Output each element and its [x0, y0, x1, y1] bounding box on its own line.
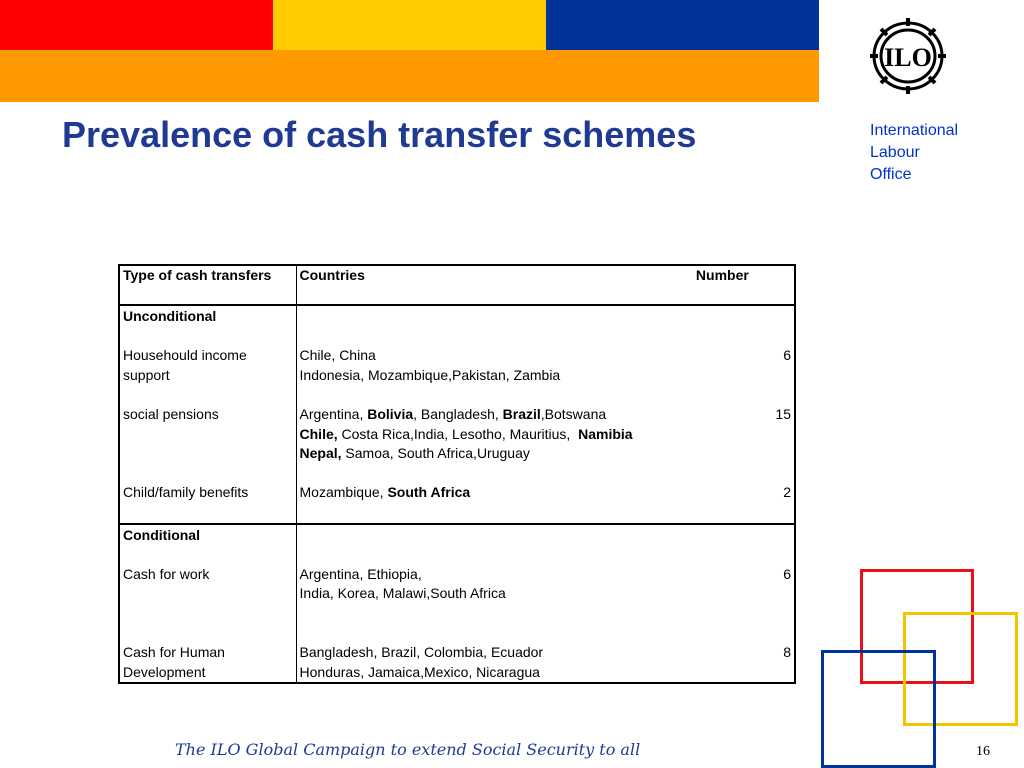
org-name-line-1: International	[870, 122, 959, 139]
section-heading: Conditional	[123, 526, 200, 543]
footer-campaign-text: The ILO Global Campaign to extend Social Security to all	[175, 740, 641, 759]
row-countries: Argentina, Bolivia, Bangladesh, Brazil,Botswana	[299, 405, 607, 422]
logo-text: ILO	[884, 43, 932, 72]
row-type: Househould income	[123, 347, 247, 364]
row-type: Cash for work	[123, 565, 210, 582]
orange-band	[0, 50, 819, 102]
section-unconditional	[119, 305, 795, 524]
header-type: Type of cash transfers	[119, 265, 296, 305]
section-conditional	[119, 524, 795, 684]
table-header-row	[119, 265, 795, 305]
row-countries: Argentina, Ethiopia,	[299, 565, 422, 582]
blue-square-decoration	[821, 650, 936, 768]
page-number: 16	[976, 744, 990, 759]
row-countries: Indonesia, Mozambique,Pakistan, Zambia	[299, 366, 561, 383]
row-number: 6	[783, 347, 791, 364]
yellow-band	[273, 0, 546, 50]
row-number: 15	[775, 405, 791, 422]
section-heading: Unconditional	[123, 308, 217, 324]
ilo-logo-icon	[858, 14, 958, 98]
row-countries: Honduras, Jamaica,Mexico, Nicaragua	[299, 663, 540, 680]
row-type: support	[123, 366, 170, 383]
blue-band	[546, 0, 819, 50]
row-type: social pensions	[123, 405, 219, 422]
organization-name	[870, 120, 1020, 186]
row-number: 2	[783, 484, 791, 501]
red-band	[0, 0, 273, 50]
row-type: Development	[123, 663, 206, 680]
cash-transfer-table	[118, 264, 796, 684]
row-countries: India, Korea, Malawi,South Africa	[299, 585, 506, 602]
row-countries: Chile, Costa Rica,India, Lesotho, Mauritius, Namibia	[299, 425, 633, 442]
row-type: Cash for Human	[123, 644, 225, 661]
header-countries: Countries	[296, 265, 693, 305]
row-type: Child/family benefits	[123, 484, 249, 501]
page-title: Prevalence of cash transfer schemes	[62, 114, 697, 155]
row-countries: Bangladesh, Brazil, Colombia, Ecuador	[299, 644, 544, 661]
header-number: Number	[695, 267, 749, 283]
row-countries: Nepal, Samoa, South Africa,Uruguay	[299, 445, 530, 462]
row-number: 8	[783, 644, 791, 661]
row-countries: Mozambique, South Africa	[299, 484, 471, 501]
row-countries: Chile, China	[299, 347, 376, 364]
org-name-line-3: Office	[870, 166, 912, 183]
org-name-line-2: Labour	[870, 144, 920, 161]
row-number: 6	[783, 565, 791, 582]
